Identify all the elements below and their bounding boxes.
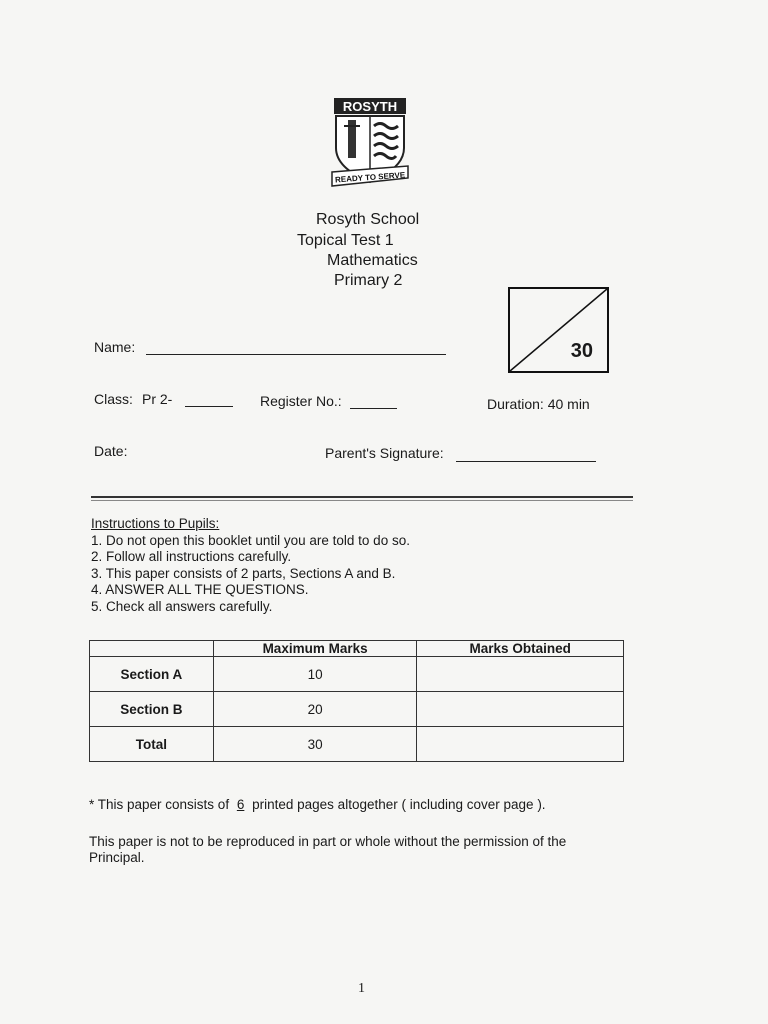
test-title: Topical Test 1 [297,232,394,249]
section-cell: Total [90,727,214,762]
table-row [90,727,624,762]
instruction-item: 4. ANSWER ALL THE QUESTIONS. [91,582,309,597]
table-header-row [90,641,624,657]
register-label: Register No.: [260,393,342,409]
table-row [90,692,624,727]
max-marks-cell: 20 [213,692,417,727]
crest-banner-text: ROSYTH [342,99,398,114]
instructions-block [91,516,410,615]
score-box [508,287,609,373]
signature-label: Parent's Signature: [325,445,444,461]
name-label: Name: [94,339,136,355]
school-name: Rosyth School [316,211,420,228]
instruction-item: 1. Do not open this booklet until you are told to do so. [91,532,410,548]
instructions-heading: Instructions to Pupils: [91,516,220,531]
pages-suffix: printed pages altogether ( including cover page ). [252,797,546,812]
separator-rule [91,496,633,498]
register-field[interactable] [350,408,397,409]
max-marks-cell: 10 [213,657,417,692]
table-row [90,657,624,692]
school-crest-logo [330,96,410,190]
instruction-item: 3. This paper consists of 2 parts, Sections A and B. [91,565,396,581]
copyright-note: This paper is not to be reproduced in part or whole without the permission of the Principal. [89,834,567,865]
separator-rule-thin [91,500,633,501]
signature-field[interactable] [456,461,596,462]
marks-table [89,640,624,762]
crest-motto-text: READY TO SERVE [334,170,406,185]
table-header [90,641,214,657]
class-value: Pr 2- [142,391,173,407]
page-number: 1 [358,981,365,996]
duration-text: Duration: 40 min [487,396,590,412]
table-header: Maximum Marks [213,641,417,657]
table-header: Marks Obtained [417,641,624,657]
max-marks-cell: 30 [213,727,417,762]
pages-note [89,797,546,813]
level-title: Primary 2 [334,272,403,289]
marks-obtained-cell[interactable] [417,692,624,727]
section-cell: Section B [90,692,214,727]
instruction-item: 2. Follow all instructions carefully. [91,549,292,564]
class-label: Class: [94,391,133,407]
name-field[interactable] [146,354,446,355]
instruction-item: 5. Check all answers carefully. [91,598,273,614]
date-label: Date: [94,443,128,459]
pages-prefix: * This paper consists of [89,797,230,812]
section-cell: Section A [90,657,214,692]
marks-obtained-cell[interactable] [417,727,624,762]
score-total: 30 [570,340,593,362]
marks-obtained-cell[interactable] [417,657,624,692]
class-field[interactable] [185,406,233,407]
subject-title: Mathematics [327,252,418,269]
pages-count: 6 [236,797,245,812]
